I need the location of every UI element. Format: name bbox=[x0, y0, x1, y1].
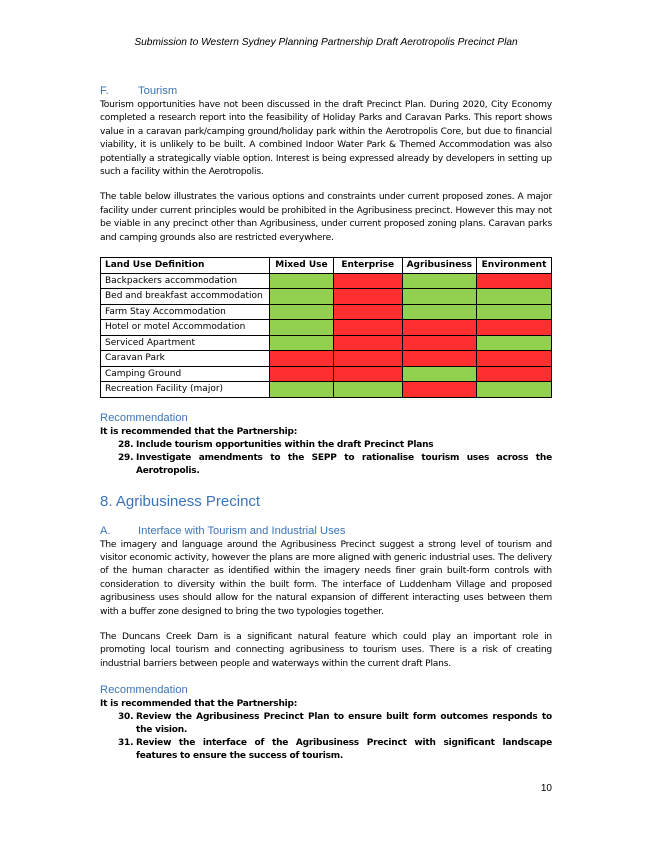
zone-cell-prohibited bbox=[402, 335, 476, 351]
zone-cell-permitted bbox=[402, 273, 476, 289]
land-use-label: Serviced Apartment bbox=[101, 335, 270, 351]
zone-cell-permitted bbox=[270, 289, 334, 305]
zone-cell-permitted bbox=[270, 304, 334, 320]
header-agribusiness: Agribusiness bbox=[402, 258, 476, 274]
header-enterprise: Enterprise bbox=[333, 258, 402, 274]
section-a-title: Interface with Tourism and Industrial Uses bbox=[138, 524, 346, 537]
recommendation-list-1 bbox=[100, 439, 552, 478]
table-body bbox=[101, 273, 552, 397]
agribusiness-paragraph-2: The Duncans Creek Dam is a significant natural feature which could play an important role in promoting local tourism and connecting agribusiness to tourism uses. There is a risk of creating industrial barriers between people and waterways within the current draft Plans. bbox=[100, 632, 552, 669]
zone-cell-prohibited bbox=[477, 366, 552, 382]
zone-cell-permitted bbox=[402, 304, 476, 320]
table-row bbox=[101, 273, 552, 289]
zone-cell-permitted bbox=[402, 366, 476, 382]
zone-cell-prohibited bbox=[270, 366, 334, 382]
page-header: Submission to Western Sydney Planning Partnership Draft Aerotropolis Precinct Plan bbox=[134, 37, 518, 48]
zone-cell-prohibited bbox=[477, 351, 552, 367]
recommendation-item: 29. Investigate amendments to the SEPP to rationalise tourism uses across the Aerotropolis. bbox=[118, 452, 552, 476]
table-row bbox=[101, 335, 552, 351]
zone-cell-permitted bbox=[270, 335, 334, 351]
land-use-label: Farm Stay Accommodation bbox=[101, 304, 270, 320]
recommendation-item: 28. Include tourism opportunities within the draft Precinct Plans bbox=[118, 439, 434, 450]
zone-cell-prohibited bbox=[333, 289, 402, 305]
recommendation-list-2 bbox=[100, 711, 552, 763]
header-land-use: Land Use Definition bbox=[101, 258, 270, 274]
recommendation-intro-2: It is recommended that the Partnership: bbox=[100, 699, 298, 710]
tourism-paragraph-2: The table below illustrates the various options and constraints under current proposed zones. A major facility under current principles would be prohibited in the Agribusiness precinct. However this may not be viable in any precinct other than Agribusiness, under current proposed zoning plans. Caravan parks and camping grounds also are restricted everywhere. bbox=[100, 192, 552, 243]
zone-cell-permitted bbox=[270, 273, 334, 289]
zone-cell-prohibited bbox=[402, 382, 476, 398]
land-use-label: Recreation Facility (major) bbox=[101, 382, 270, 398]
land-use-label: Bed and breakfast accommodation bbox=[101, 289, 270, 305]
recommendation-item: 30. Review the Agribusiness Precinct Plan to ensure built form outcomes responds to the vision. bbox=[118, 712, 552, 736]
land-use-label: Backpackers accommodation bbox=[101, 273, 270, 289]
zone-cell-prohibited bbox=[333, 335, 402, 351]
land-use-table bbox=[100, 257, 552, 398]
zone-cell-permitted bbox=[477, 335, 552, 351]
header-mixed-use: Mixed Use bbox=[270, 258, 334, 274]
zone-cell-permitted bbox=[270, 320, 334, 336]
zone-cell-prohibited bbox=[477, 320, 552, 336]
table-row bbox=[101, 289, 552, 305]
recommendation-heading-2: Recommendation bbox=[100, 684, 188, 697]
section-8-heading: 8. Agribusiness Precinct bbox=[100, 492, 261, 510]
zone-cell-prohibited bbox=[333, 366, 402, 382]
zone-cell-prohibited bbox=[333, 320, 402, 336]
table-row bbox=[101, 304, 552, 320]
recommendation-heading-1: Recommendation bbox=[100, 411, 188, 424]
table-row bbox=[101, 366, 552, 382]
land-use-label: Hotel or motel Accommodation bbox=[101, 320, 270, 336]
recommendation-item: 31. Review the interface of the Agribusiness Precinct with significant landscape features to ensure the success of tourism. bbox=[118, 738, 552, 762]
page-number: 10 bbox=[540, 783, 552, 794]
zone-cell-permitted bbox=[477, 382, 552, 398]
zone-cell-permitted bbox=[477, 304, 552, 320]
zone-cell-prohibited bbox=[477, 273, 552, 289]
table-row bbox=[101, 320, 552, 336]
zone-cell-prohibited bbox=[333, 304, 402, 320]
land-use-label: Caravan Park bbox=[101, 351, 270, 367]
recommendation-intro-1: It is recommended that the Partnership: bbox=[100, 426, 298, 437]
table-row bbox=[101, 351, 552, 367]
zone-cell-prohibited bbox=[270, 351, 334, 367]
zone-cell-permitted bbox=[477, 289, 552, 305]
section-f-heading bbox=[100, 84, 552, 99]
section-a-number: A. bbox=[100, 524, 111, 537]
agribusiness-paragraph-1: The imagery and language around the Agribusiness Precinct suggest a strong level of tourism and visitor economic activity, however the plans are more aligned with generic industrial uses. The delivery of the human character as identified within the imagery needs finer grain built-form controls with consideration to diversity within the built form. The interface of Luddenham Village and proposed agribusiness uses should allow for the natural expansion of different interacting uses between them with a buffer zone designed to bring the two typologies together. bbox=[100, 539, 552, 617]
table-row bbox=[101, 382, 552, 398]
zone-cell-permitted bbox=[402, 289, 476, 305]
section-a-heading bbox=[100, 524, 552, 539]
zone-cell-prohibited bbox=[333, 351, 402, 367]
table-header-row bbox=[101, 258, 552, 274]
zone-cell-permitted bbox=[333, 382, 402, 398]
header-environment: Environment bbox=[477, 258, 552, 274]
zone-cell-prohibited bbox=[333, 273, 402, 289]
section-f-title: Tourism bbox=[138, 85, 178, 97]
zone-cell-prohibited bbox=[402, 320, 476, 336]
zone-cell-prohibited bbox=[402, 351, 476, 367]
land-use-label: Camping Ground bbox=[101, 366, 270, 382]
zone-cell-permitted bbox=[270, 382, 334, 398]
page-content bbox=[100, 84, 552, 763]
section-f-number: F. bbox=[100, 85, 109, 97]
tourism-paragraph-1: Tourism opportunities have not been discussed in the draft Precinct Plan. During 2020, City Economy completed a research report into the feasibility of Holiday Parks and Caravan Parks. This report shows value in a caravan park/camping ground/holiday park within the Aerotropolis Core, but due to financial viability, it is unlikely to be built. A combined Indoor Water Park & Themed Accommodation was also potentially a strategically viable option. Interest is being expressed already by developers in setting up such a facility within the Aerotropolis. bbox=[100, 100, 552, 178]
